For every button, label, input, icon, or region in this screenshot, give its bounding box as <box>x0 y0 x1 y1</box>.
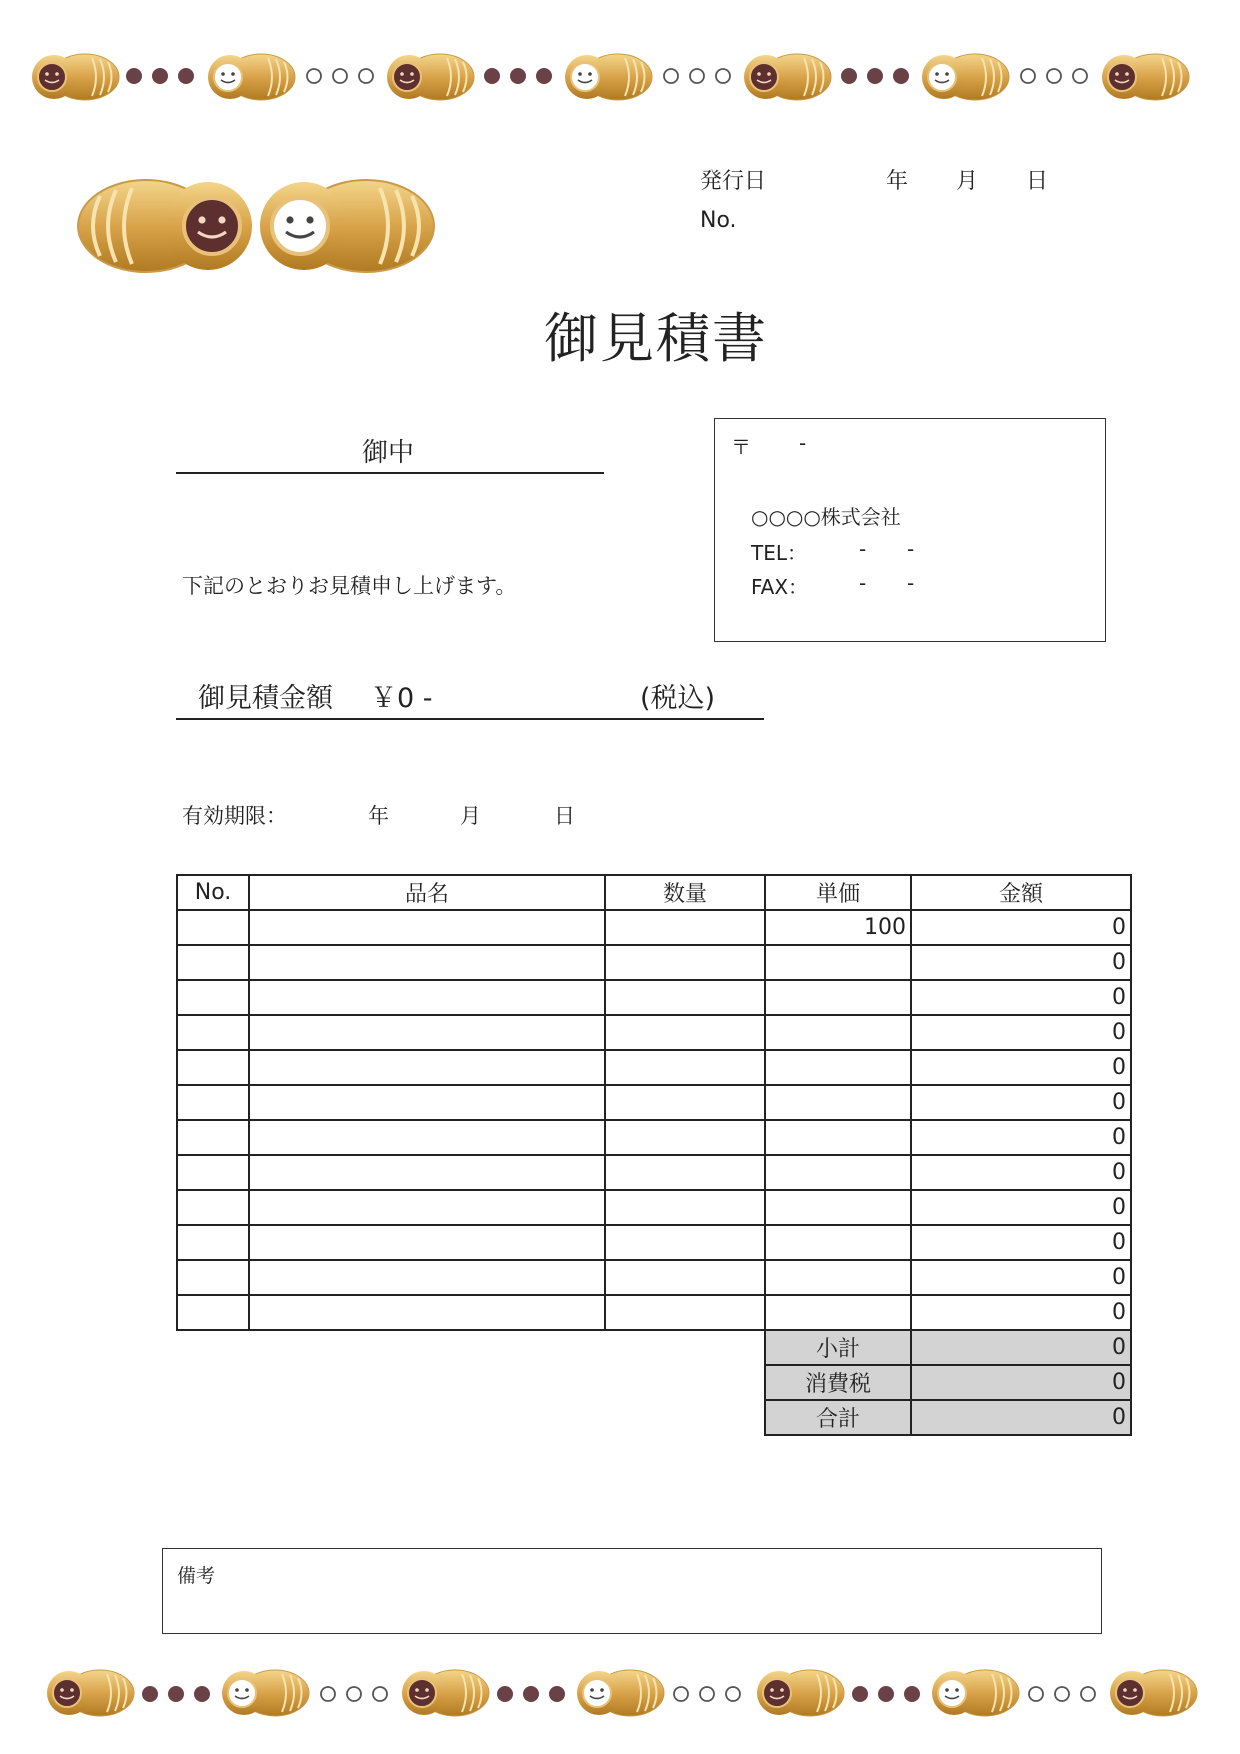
cell-quantity[interactable] <box>605 1295 765 1330</box>
filled-dots-icon <box>497 1686 565 1702</box>
cell-quantity[interactable] <box>605 1015 765 1050</box>
summary-spacer <box>177 1330 765 1365</box>
cornet-bread-icon <box>47 1670 134 1716</box>
bottom-border-decoration <box>0 1658 1240 1728</box>
cornet-bread-icon <box>757 1670 844 1716</box>
header-item-name: 品名 <box>249 875 605 910</box>
recipient-suffix: 御中 <box>362 438 415 468</box>
summary-row <box>177 1330 1131 1365</box>
cell-unit-price[interactable]: 100 <box>765 910 911 945</box>
cell-amount[interactable]: 0 <box>911 1015 1131 1050</box>
cell-unit-price[interactable] <box>765 1120 911 1155</box>
cell-item-name[interactable] <box>249 1295 605 1330</box>
cell-unit-price[interactable] <box>765 1225 911 1260</box>
sender-address-box <box>714 418 1106 642</box>
cell-quantity[interactable] <box>605 1260 765 1295</box>
recipient-underline <box>176 472 604 474</box>
cornet-bread-icon <box>1102 54 1189 100</box>
cell-no[interactable] <box>177 910 249 945</box>
cell-quantity[interactable] <box>605 980 765 1015</box>
fax-dash-2: - <box>907 571 915 595</box>
header-amount: 金額 <box>911 875 1131 910</box>
issue-month-label: 月 <box>956 169 979 194</box>
notes-box[interactable] <box>162 1548 1102 1634</box>
summary-label: 消費税 <box>765 1365 911 1400</box>
open-dots-icon <box>307 69 373 83</box>
validity-label: 有効期限： <box>182 804 287 828</box>
notes-label: 備考 <box>177 1565 216 1587</box>
validity-day-label: 日 <box>554 804 575 828</box>
cell-quantity[interactable] <box>605 1190 765 1225</box>
cell-item-name[interactable] <box>249 1225 605 1260</box>
cell-item-name[interactable] <box>249 910 605 945</box>
header-bread-illustration <box>76 172 436 282</box>
cell-quantity[interactable] <box>605 910 765 945</box>
header-quantity: 数量 <box>605 875 765 910</box>
table-row <box>177 1015 1131 1050</box>
cornet-bread-icon <box>932 1670 1019 1716</box>
cell-quantity[interactable] <box>605 1225 765 1260</box>
postal-mark: 〒 <box>731 435 751 459</box>
issue-day-label: 日 <box>1026 169 1049 194</box>
company-name: ○○○○株式会社 <box>751 505 901 529</box>
cell-amount[interactable]: 0 <box>911 980 1131 1015</box>
cell-quantity[interactable] <box>605 1050 765 1085</box>
summary-row <box>177 1365 1131 1400</box>
tel-dash-2: - <box>907 537 915 561</box>
cell-unit-price[interactable] <box>765 1085 911 1120</box>
summary-row <box>177 1400 1131 1435</box>
cell-no[interactable] <box>177 1155 249 1190</box>
filled-dots-icon <box>126 68 194 84</box>
filled-dots-icon <box>841 68 909 84</box>
table-row <box>177 910 1131 945</box>
cell-item-name[interactable] <box>249 945 605 980</box>
cell-amount[interactable]: 0 <box>911 945 1131 980</box>
cell-item-name[interactable] <box>249 1120 605 1155</box>
cell-no[interactable] <box>177 1050 249 1085</box>
filled-dots-icon <box>484 68 552 84</box>
cornet-bread-icon <box>577 1670 664 1716</box>
open-dots-icon <box>321 1687 387 1701</box>
cell-no[interactable] <box>177 1260 249 1295</box>
cell-amount[interactable]: 0 <box>911 1120 1131 1155</box>
cell-item-name[interactable] <box>249 980 605 1015</box>
items-table <box>176 874 1132 1436</box>
open-dots-icon <box>674 1687 740 1701</box>
summary-label: 小計 <box>765 1330 911 1365</box>
cell-no[interactable] <box>177 1015 249 1050</box>
estimate-amount-label: 御見積金額 <box>198 683 333 714</box>
cell-no[interactable] <box>177 1295 249 1330</box>
cell-item-name[interactable] <box>249 1190 605 1225</box>
table-row <box>177 980 1131 1015</box>
cell-unit-price[interactable] <box>765 1015 911 1050</box>
open-dots-icon <box>1029 1687 1095 1701</box>
cornet-bread-icon <box>402 1670 489 1716</box>
summary-value: 0 <box>911 1330 1131 1365</box>
cell-no[interactable] <box>177 980 249 1015</box>
cell-amount[interactable]: 0 <box>911 910 1131 945</box>
cell-item-name[interactable] <box>249 1015 605 1050</box>
cornet-bread-icon <box>1110 1670 1197 1716</box>
summary-label: 合計 <box>765 1400 911 1435</box>
cell-amount[interactable]: 0 <box>911 1155 1131 1190</box>
summary-value: 0 <box>911 1400 1131 1435</box>
open-dots-icon <box>1021 69 1087 83</box>
cell-amount[interactable]: 0 <box>911 1085 1131 1120</box>
cell-quantity[interactable] <box>605 1085 765 1120</box>
cell-no[interactable] <box>177 1120 249 1155</box>
fax-label: FAX： <box>751 575 809 599</box>
cell-amount[interactable]: 0 <box>911 1260 1131 1295</box>
fax-dash-1: - <box>859 571 867 595</box>
estimate-underline <box>176 718 764 720</box>
filled-dots-icon <box>852 1686 920 1702</box>
page-title: 御見積書 <box>544 307 768 370</box>
cell-unit-price[interactable] <box>765 1050 911 1085</box>
cell-amount[interactable]: 0 <box>911 1295 1131 1330</box>
table-row <box>177 1155 1131 1190</box>
cell-unit-price[interactable] <box>765 1190 911 1225</box>
table-row <box>177 1085 1131 1120</box>
cell-item-name[interactable] <box>249 1155 605 1190</box>
cornet-bread-icon <box>32 54 119 100</box>
issue-year-label: 年 <box>886 169 909 194</box>
cell-unit-price[interactable] <box>765 1155 911 1190</box>
validity-month-label: 月 <box>460 804 481 828</box>
estimate-amount-value: ￥0 - <box>370 683 433 714</box>
header-unit-price: 単価 <box>765 875 911 910</box>
cell-amount[interactable]: 0 <box>911 1050 1131 1085</box>
table-row <box>177 1260 1131 1295</box>
cell-unit-price[interactable] <box>765 1260 911 1295</box>
table-row <box>177 1120 1131 1155</box>
cell-no[interactable] <box>177 945 249 980</box>
cell-no[interactable] <box>177 1190 249 1225</box>
cell-quantity[interactable] <box>605 1120 765 1155</box>
table-row <box>177 1190 1131 1225</box>
document-no-label: No. <box>700 208 737 233</box>
cornet-bread-icon <box>565 54 652 100</box>
table-row <box>177 945 1131 980</box>
summary-spacer <box>177 1400 765 1435</box>
cell-unit-price[interactable] <box>765 1295 911 1330</box>
filled-dots-icon <box>142 1686 210 1702</box>
cell-no[interactable] <box>177 1225 249 1260</box>
validity-year-label: 年 <box>368 804 389 828</box>
cell-item-name[interactable] <box>249 1085 605 1120</box>
cell-unit-price[interactable] <box>765 945 911 980</box>
cornet-bread-icon <box>922 54 1009 100</box>
table-row <box>177 1295 1131 1330</box>
cornet-bread-icon <box>387 54 474 100</box>
cornet-bread-icon <box>744 54 831 100</box>
cell-no[interactable] <box>177 1085 249 1120</box>
tax-included-note: (税込) <box>640 683 716 714</box>
cell-unit-price[interactable] <box>765 980 911 1015</box>
tel-dash-1: - <box>859 537 867 561</box>
header-no: No. <box>177 875 249 910</box>
table-row <box>177 1225 1131 1260</box>
open-dots-icon <box>664 69 730 83</box>
table-row <box>177 1050 1131 1085</box>
cell-item-name[interactable] <box>249 1050 605 1085</box>
cornet-bread-icon <box>208 54 295 100</box>
top-border-decoration <box>0 42 1240 112</box>
postal-dash: - <box>799 431 807 455</box>
issue-date-label: 発行日 <box>700 169 767 194</box>
intro-text: 下記のとおりお見積申し上げます。 <box>182 574 517 598</box>
summary-value: 0 <box>911 1365 1131 1400</box>
cell-quantity[interactable] <box>605 1155 765 1190</box>
cornet-bread-icon <box>222 1670 309 1716</box>
tel-label: TEL： <box>751 541 807 565</box>
cell-amount[interactable]: 0 <box>911 1190 1131 1225</box>
cell-item-name[interactable] <box>249 1260 605 1295</box>
cell-amount[interactable]: 0 <box>911 1225 1131 1260</box>
cell-quantity[interactable] <box>605 945 765 980</box>
summary-spacer <box>177 1365 765 1400</box>
table-header-row <box>177 875 1131 910</box>
